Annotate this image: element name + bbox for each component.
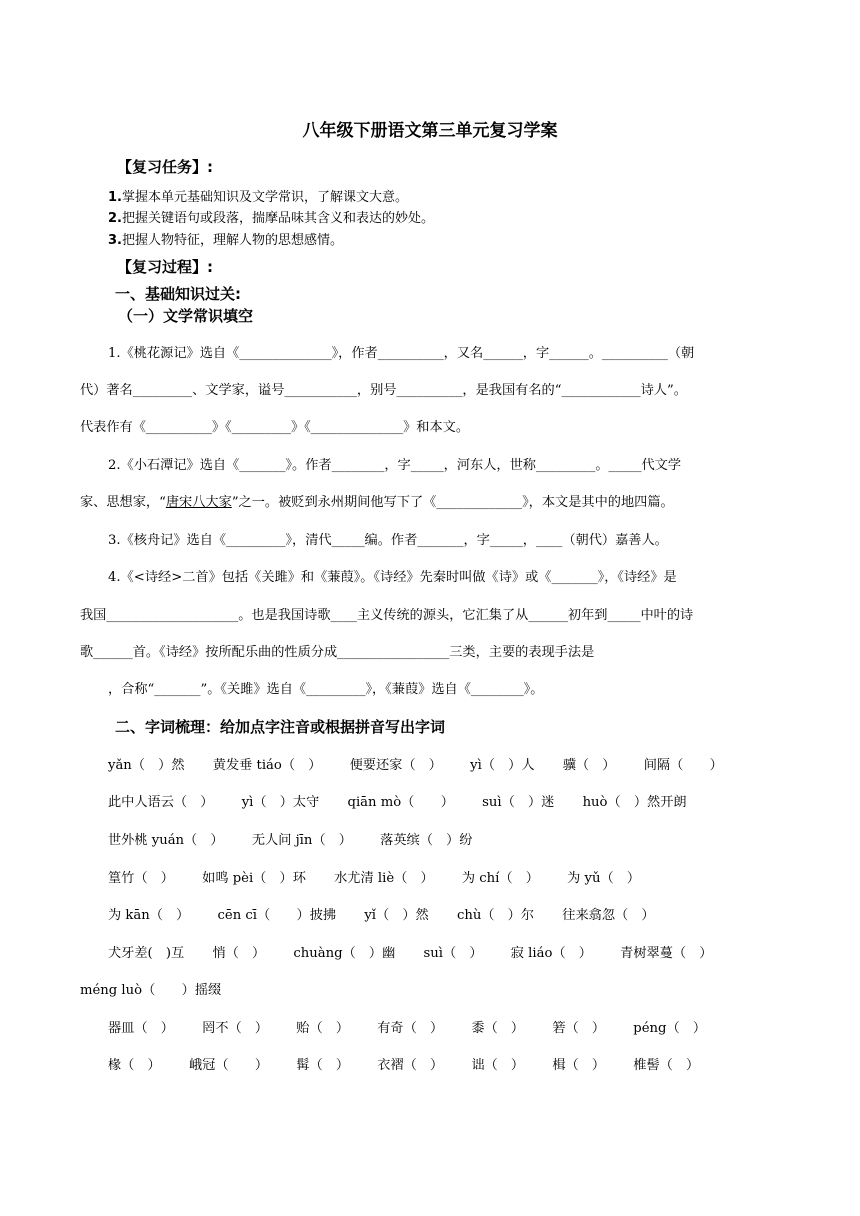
lit-q1-line1: 1.《桃花源记》选自《______________》，作者__________，又名______，字______。__________（朝 [108, 346, 695, 361]
vocab-item: 黍（ ） [471, 1021, 525, 1036]
vocab-item: 落英缤（ ）纷 [380, 833, 473, 848]
vocab-row-3 [108, 829, 496, 848]
vocab-item: 衣褶（ ） [377, 1058, 444, 1073]
vocab-item: 髯（ ） [296, 1058, 350, 1073]
vocab-item: 青树翠蔓（ ） [620, 946, 713, 961]
lit-q4-line1: 4.《<诗经>二首》包括《关雎》和《蒹葭》。《诗经》先秦时叫做《诗》或《_______》，《诗经》是 [108, 570, 677, 585]
vocab-item: 黄发垂 tiáo（ ） [212, 758, 322, 773]
vocab-item: suì（ ） [423, 946, 483, 961]
vocab-item: 诎（ ） [471, 1058, 525, 1073]
vocab-row-9 [108, 1054, 723, 1073]
lit-q4-line4: ，合称“_______”。《关雎》选自《_________》，《蒹葭》选自《________》。 [108, 682, 544, 697]
vocab-item: 罔不（ ） [202, 1021, 269, 1036]
vocab-item: suì（ ）迷 [482, 795, 555, 810]
section-1-heading: 一、基础知识过关: [115, 285, 241, 303]
review-tasks-heading: 【复习任务】: [117, 158, 213, 176]
vocab-item: yǐ（ ）然 [364, 908, 429, 923]
vocab-row-4 [108, 867, 664, 886]
vocab-item: 世外桃 yuán（ ） [108, 833, 224, 848]
lit-q4-line3: 歌______首。《诗经》按所配乐曲的性质分成_________________三类，主要的表现手法是 [80, 645, 595, 660]
vocab-item: yì（ ）太守 [241, 795, 320, 810]
vocab-item: 椽（ ） [108, 1058, 161, 1073]
vocab-item: méng luò（ ）摇缀 [80, 983, 222, 998]
lit-q2-line1: 2.《小石潭记》选自《_______》。作者________，字_____，河东人，世称_________。_____代文学 [108, 458, 682, 473]
section-1-subheading: （一）文学常识填空 [118, 307, 254, 325]
vocab-item: 为 chí（ ） [461, 871, 539, 886]
tang-song-eight-masters: 唐宋八大家 [165, 495, 232, 510]
lit-q3: 3.《核舟记》选自《_________》，清代_____编。作者_______，字_____，____（朝代）嘉善人。 [108, 533, 668, 548]
vocab-item: yì（ ）人 [470, 758, 535, 773]
vocab-row-5 [108, 904, 679, 923]
task-item-1: 1.掌握本单元基础知识及文学常识，了解课文大意。 [108, 190, 408, 205]
vocab-item: 犬牙差( )互 [108, 946, 185, 961]
vocab-row-6 [108, 942, 736, 961]
vocab-item: chuàng（ ）幽 [293, 946, 396, 961]
page-title: 八年级下册语文第三单元复习学案 [302, 121, 558, 141]
vocab-item: 水尤清 liè（ ） [334, 871, 434, 886]
vocab-row-2 [108, 791, 711, 810]
vocab-item: 有奇（ ） [377, 1021, 444, 1036]
vocab-item: 悄（ ） [212, 946, 266, 961]
vocab-item: 为 kān（ ） [108, 908, 190, 923]
vocab-item: péng（ ） [633, 1021, 707, 1036]
vocab-item: 楫（ ） [552, 1058, 606, 1073]
vocab-item: 为 yǔ（ ） [567, 871, 641, 886]
vocab-row-8 [108, 1017, 730, 1036]
vocab-item: 无人问 jīn（ ） [251, 833, 352, 848]
vocab-row-1 [108, 754, 747, 773]
task-item-2: 2.把握关键语句或段落，揣摩品味其含义和表达的妙处。 [108, 211, 434, 226]
vocab-item: 往来翕忽（ ） [562, 908, 655, 923]
vocab-item: 箬（ ） [552, 1021, 606, 1036]
vocab-item: 骥（ ） [562, 758, 616, 773]
vocab-item: cēn cī（ ）披拂 [217, 908, 337, 923]
vocab-item: 此中人语云（ ） [108, 795, 214, 810]
vocab-item: 便要还家（ ） [349, 758, 442, 773]
vocab-item: yǎn（ ）然 [108, 758, 185, 773]
vocab-item: qiān mò（ ） [347, 795, 454, 810]
vocab-item: 间隔（ ） [643, 758, 723, 773]
vocab-item: 篁竹（ ） [108, 871, 174, 886]
vocab-row-7 [80, 979, 245, 998]
vocab-item: 寂 liáo（ ） [510, 946, 592, 961]
vocab-item: 贻（ ） [296, 1021, 350, 1036]
lit-q4-line2: 我国____________________。也是我国诗歌____主义传统的源头，它汇集了从______初年到_____中叶的诗 [80, 608, 694, 623]
review-process-heading: 【复习过程】: [117, 258, 213, 276]
lit-q1-line2: 代）著名_________、文学家，谥号___________，别号__________，是我国有名的“____________诗人”。 [80, 383, 687, 398]
lit-q2-line2: 家、思想家，“唐宋八大家”之一。被贬到永州期间他写下了《_____________》，本文是其中的地四篇。 [80, 495, 674, 510]
task-item-3: 3.把握人物特征，理解人物的思想感情。 [108, 233, 343, 248]
lit-q1-line3: 代表作有《__________》《_________》《______________》和本文。 [80, 420, 470, 435]
vocab-item: 如鸣 pèi（ ）环 [202, 871, 306, 886]
vocab-item: 峨冠（ ） [188, 1058, 269, 1073]
section-2-heading: 二、字词梳理：给加点字注音或根据拼音写出字词 [115, 718, 446, 736]
vocab-item: 器皿（ ） [108, 1021, 174, 1036]
vocab-item: chù（ ）尔 [456, 908, 535, 923]
vocab-item: 椎髻（ ） [633, 1058, 700, 1073]
vocab-item: huò（ ）然开朗 [582, 795, 687, 810]
